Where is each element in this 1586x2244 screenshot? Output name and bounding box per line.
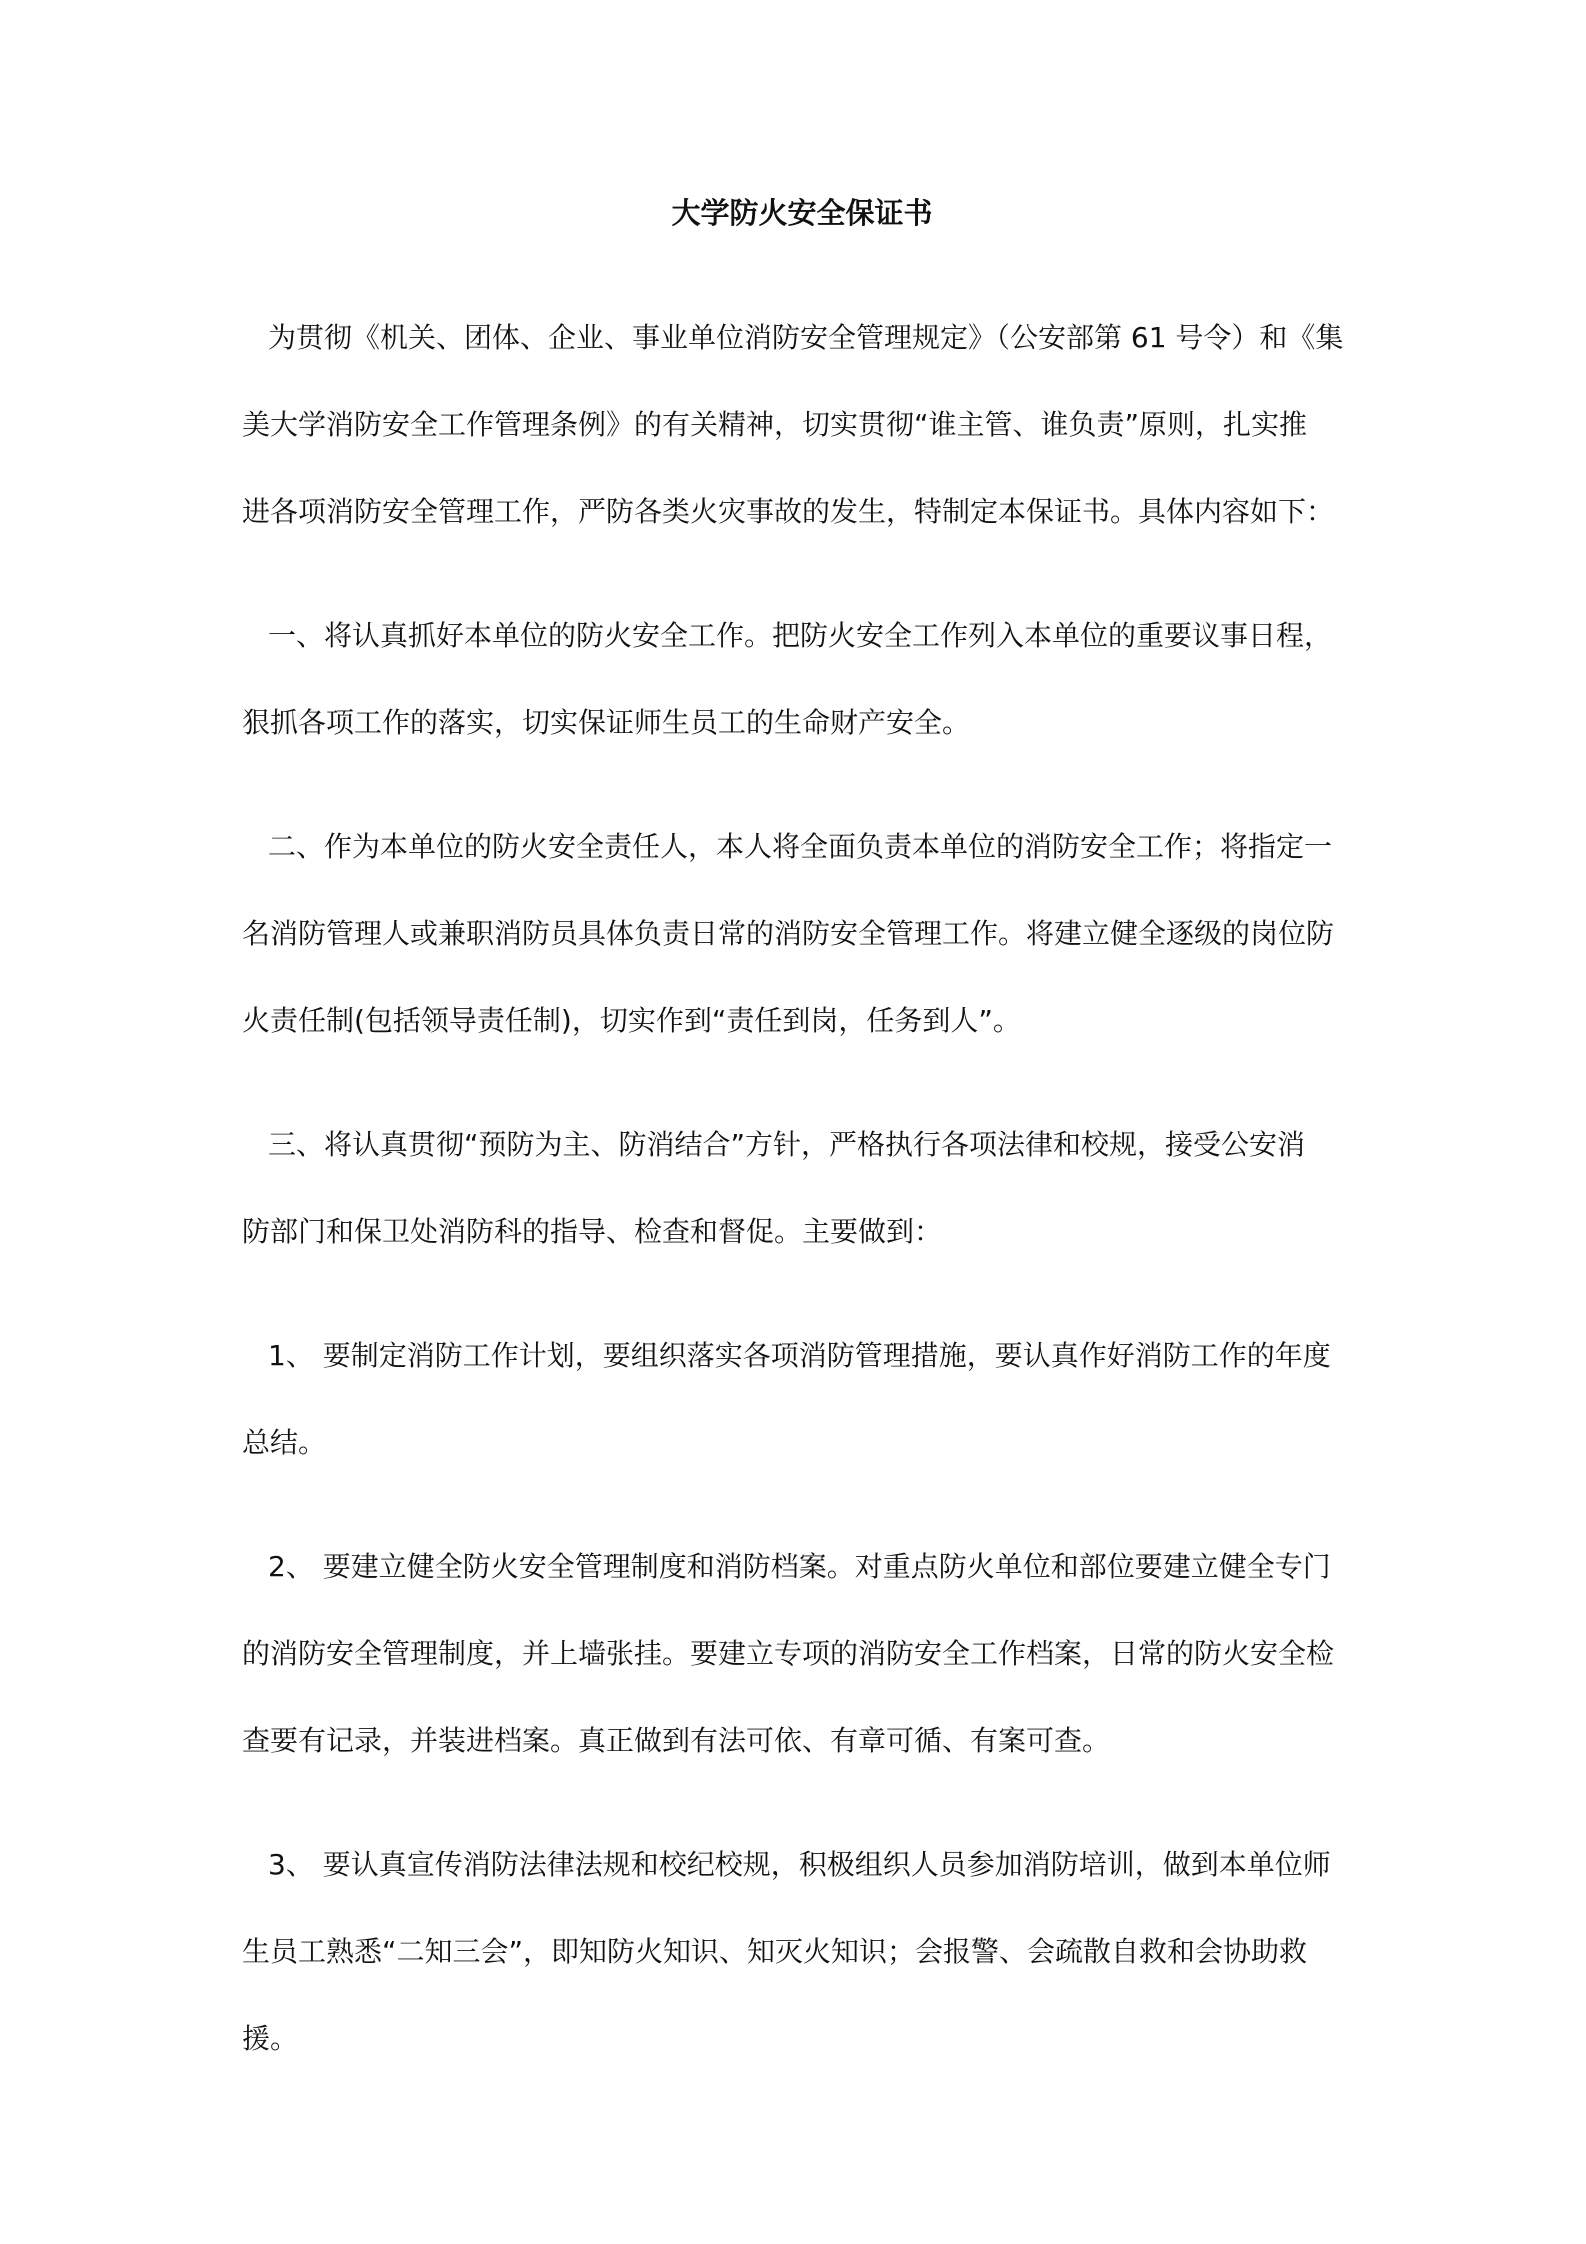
- paragraph-line: 查要有记录，并装进档案。真正做到有法可依、有章可循、有案可查。: [242, 1724, 1111, 1757]
- paragraph: [242, 1821, 1362, 2082]
- paragraph: [242, 803, 1362, 1064]
- paragraph-line: 二、作为本单位的防火安全责任人，本人将全面负责本单位的消防安全工作；将指定一: [268, 830, 1333, 863]
- paragraph-line: 狠抓各项工作的落实，切实保证师生员工的生命财产安全。: [242, 706, 971, 739]
- paragraph-line: 名消防管理人或兼职消防员具体负责日常的消防安全管理工作。将建立健全逐级的岗位防: [242, 917, 1335, 950]
- paragraph-line: 的消防安全管理制度，并上墙张挂。要建立专项的消防安全工作档案，日常的防火安全检: [242, 1637, 1335, 1670]
- paragraph-line: 美大学消防安全工作管理条例》的有关精神，切实贯彻“谁主管、谁负责”原则，扎实推: [242, 408, 1308, 441]
- paragraph: [242, 1101, 1362, 1275]
- document-title: 大学防火安全保证书: [671, 196, 933, 230]
- paragraph: [242, 1523, 1362, 1784]
- paragraph-line: 总结。: [242, 1426, 327, 1459]
- paragraph-line: 生员工熟悉“二知三会”，即知防火知识、知灭火知识；会报警、会疏散自救和会协助救: [242, 1935, 1308, 1968]
- paragraph: [242, 294, 1362, 555]
- paragraph: [242, 1312, 1362, 1486]
- paragraph-line: 防部门和保卫处消防科的指导、检查和督促。主要做到：: [242, 1215, 943, 1248]
- paragraph-line: 一、将认真抓好本单位的防火安全工作。把防火安全工作列入本单位的重要议事日程，: [268, 619, 1333, 652]
- paragraph-line: 1、 要制定消防工作计划，要组织落实各项消防管理措施，要认真作好消防工作的年度: [268, 1339, 1331, 1372]
- paragraph-line: 三、将认真贯彻“预防为主、防消结合”方针，严格执行各项法律和校规，接受公安消: [268, 1128, 1306, 1161]
- paragraph-line: 进各项消防安全管理工作，严防各类火灾事故的发生，特制定本保证书。具体内容如下：: [242, 495, 1335, 528]
- paragraph-line: 为贯彻《机关、团体、企业、事业单位消防安全管理规定》（公安部第 61 号令）和《集: [268, 321, 1344, 354]
- paragraph: [242, 592, 1362, 766]
- document-page: [242, 170, 1362, 2119]
- document-body: [242, 294, 1362, 2082]
- paragraph-line: 援。: [242, 2022, 299, 2055]
- paragraph-line: 火责任制(包括领导责任制)，切实作到“责任到岗，任务到人”。: [242, 1004, 1021, 1037]
- paragraph-line: 3、 要认真宣传消防法律法规和校纪校规，积极组织人员参加消防培训，做到本单位师: [268, 1848, 1331, 1881]
- paragraph-line: 2、 要建立健全防火安全管理制度和消防档案。对重点防火单位和部位要建立健全专门: [268, 1550, 1331, 1583]
